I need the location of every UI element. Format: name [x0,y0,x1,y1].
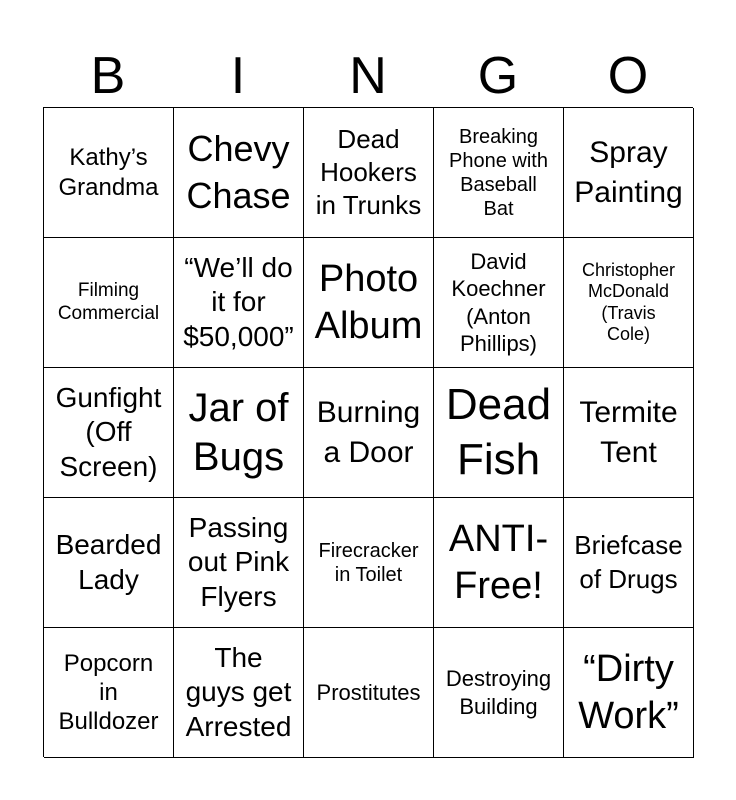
bingo-cell-r2-c4[interactable] [434,238,564,368]
bingo-cell-r2-c2[interactable] [174,238,304,368]
cell-text: Dead Hookers in Trunks [315,123,422,221]
cell-text: Firecracker in Toilet [318,539,419,586]
cell-text: Dead Fish [445,379,552,484]
header-letter-i: I [230,47,246,105]
cell-text: Spray Painting [574,135,683,209]
cell-text: “We’ll do it for $50,000” [183,252,294,352]
bingo-cell-r4-c4[interactable] [434,498,564,628]
cell-text: “Dirty Work” [578,648,679,737]
cell-text: Termite Tent [579,395,678,469]
cell-text: Kathy’s Grandma [58,144,159,201]
bingo-cell-r2-c3[interactable] [304,238,434,368]
header-letter-b: B [90,47,126,105]
bingo-card-grid [43,107,693,757]
bingo-cell-r4-c2[interactable] [174,498,304,628]
cell-text: Burning a Door [316,395,421,469]
cell-text: David Koechner (Anton Phillips) [451,248,546,356]
bingo-cell-r1-c4[interactable] [434,108,564,238]
header-letter-o: O [607,47,649,105]
cell-text: The guys get Arrested [185,642,292,742]
bingo-cell-r5-c4[interactable] [434,628,564,758]
bingo-cell-r3-c1[interactable] [44,368,174,498]
bingo-header [43,45,693,107]
header-letter-g: G [477,47,519,105]
cell-text: Photo Album [314,258,423,347]
cell-text: Prostitutes [316,679,421,705]
cell-text: Destroying Building [445,666,552,719]
bingo-cell-r5-c5[interactable] [564,628,694,758]
bingo-cell-r3-c5[interactable] [564,368,694,498]
cell-text: Filming Commercial [57,280,160,324]
cell-text: Popcorn in Bulldozer [58,649,159,736]
bingo-cell-r3-c3[interactable] [304,368,434,498]
bingo-cell-r3-c4[interactable] [434,368,564,498]
bingo-cell-r4-c3[interactable] [304,498,434,628]
cell-text: Breaking Phone with Baseball Bat [449,125,548,220]
bingo-cell-r5-c3[interactable] [304,628,434,758]
cell-text: Chevy Chase [186,127,291,216]
bingo-cell-r2-c5[interactable] [564,238,694,368]
cell-text: Gunfight (Off Screen) [55,382,162,482]
bingo-cell-r2-c1[interactable] [44,238,174,368]
bingo-cell-r1-c3[interactable] [304,108,434,238]
cell-text: ANTI- Free! [448,518,549,607]
cell-text: Briefcase of Drugs [574,530,683,594]
bingo-cell-r1-c5[interactable] [564,108,694,238]
bingo-cell-r5-c2[interactable] [174,628,304,758]
bingo-cell-r1-c1[interactable] [44,108,174,238]
bingo-cell-r4-c5[interactable] [564,498,694,628]
bingo-cell-r4-c1[interactable] [44,498,174,628]
bingo-cell-r5-c1[interactable] [44,628,174,758]
cell-text: Passing out Pink Flyers [187,512,290,612]
cell-text: Jar of Bugs [188,385,289,479]
cell-text: Christopher McDonald (Travis Cole) [581,260,676,344]
cell-text: Bearded Lady [55,529,162,595]
bingo-cell-r1-c2[interactable] [174,108,304,238]
bingo-cell-r3-c2[interactable] [174,368,304,498]
header-letter-n: N [349,47,387,105]
